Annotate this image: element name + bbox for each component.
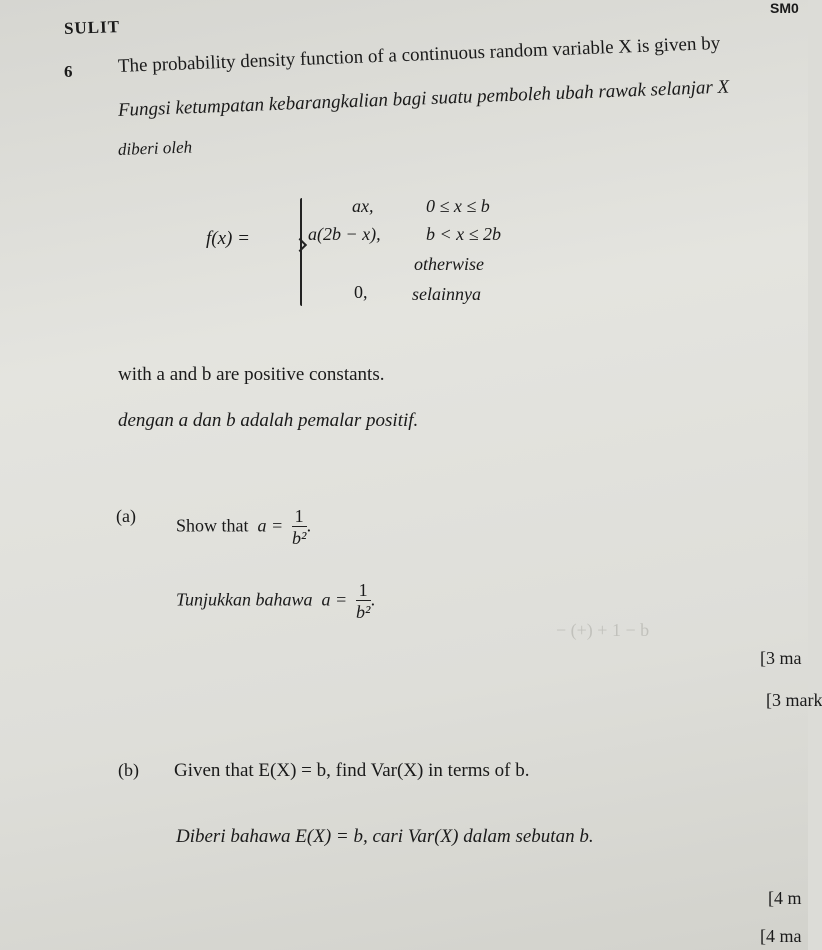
- constants-en: with a and b are positive constants.: [118, 364, 385, 385]
- part-b-label: (b): [118, 760, 139, 780]
- part-b-marks-en: [4 m: [768, 888, 802, 908]
- part-a-end-ms: .: [370, 589, 376, 610]
- question-intro-ms-cont: diberi oleh: [117, 137, 193, 159]
- faint-scribble: − (+) + 1 − b: [556, 620, 650, 640]
- part-b-marks-ms: [4 ma: [760, 926, 802, 946]
- case-3-cond-en: otherwise: [414, 254, 484, 274]
- case-2-expr: a(2b − x),: [308, 224, 381, 244]
- part-b-ms: Diberi bahawa E(X) = b, cari Var(X) dalam sebutan b.: [176, 826, 594, 847]
- part-a-en: [176, 506, 311, 549]
- fraction-numerator: 1: [292, 506, 307, 527]
- case-1-expr: ax,: [352, 196, 374, 216]
- constants-ms: dengan a dan b adalah pemalar positif.: [118, 410, 419, 431]
- part-a-text-en: Show that: [176, 515, 249, 536]
- sulit-header: SULIT: [63, 17, 121, 38]
- part-a-lhs-ms: a =: [321, 589, 348, 610]
- question-intro-en: The probability density function of a continuous random variable X is given by: [117, 32, 721, 77]
- case-1-cond: 0 ≤ x ≤ b: [426, 196, 490, 216]
- question-intro-ms: Fungsi ketumpatan kebarangkalian bagi suatu pemboleh ubah rawak selanjar X: [117, 76, 730, 121]
- part-a-text-ms: Tunjukkan bahawa: [176, 589, 313, 610]
- function-label: f(x) =: [206, 228, 250, 249]
- fraction-denominator-ms: b²: [355, 602, 371, 622]
- part-a-fraction: [292, 506, 307, 549]
- part-a-ms: [176, 580, 375, 623]
- fraction-numerator-ms: 1: [356, 580, 371, 601]
- case-3-cond-ms: selainnya: [412, 284, 481, 304]
- case-3-expr: 0,: [354, 282, 368, 302]
- case-2-cond: b < x ≤ 2b: [426, 224, 502, 244]
- part-b-en: Given that E(X) = b, find Var(X) in terms of b.: [174, 760, 530, 781]
- fraction-denominator: b²: [291, 528, 307, 548]
- part-a-marks-ms: [3 mark: [766, 690, 822, 710]
- part-a-fraction-ms: [356, 580, 371, 623]
- part-a-lhs: a =: [257, 515, 284, 536]
- piecewise-brace: [300, 198, 316, 306]
- part-a-end: .: [306, 515, 312, 536]
- part-a-label: (a): [116, 506, 136, 526]
- question-number: 6: [64, 62, 73, 81]
- paper-code: SM0: [770, 0, 799, 16]
- part-a-marks-en: [3 ma: [760, 648, 802, 668]
